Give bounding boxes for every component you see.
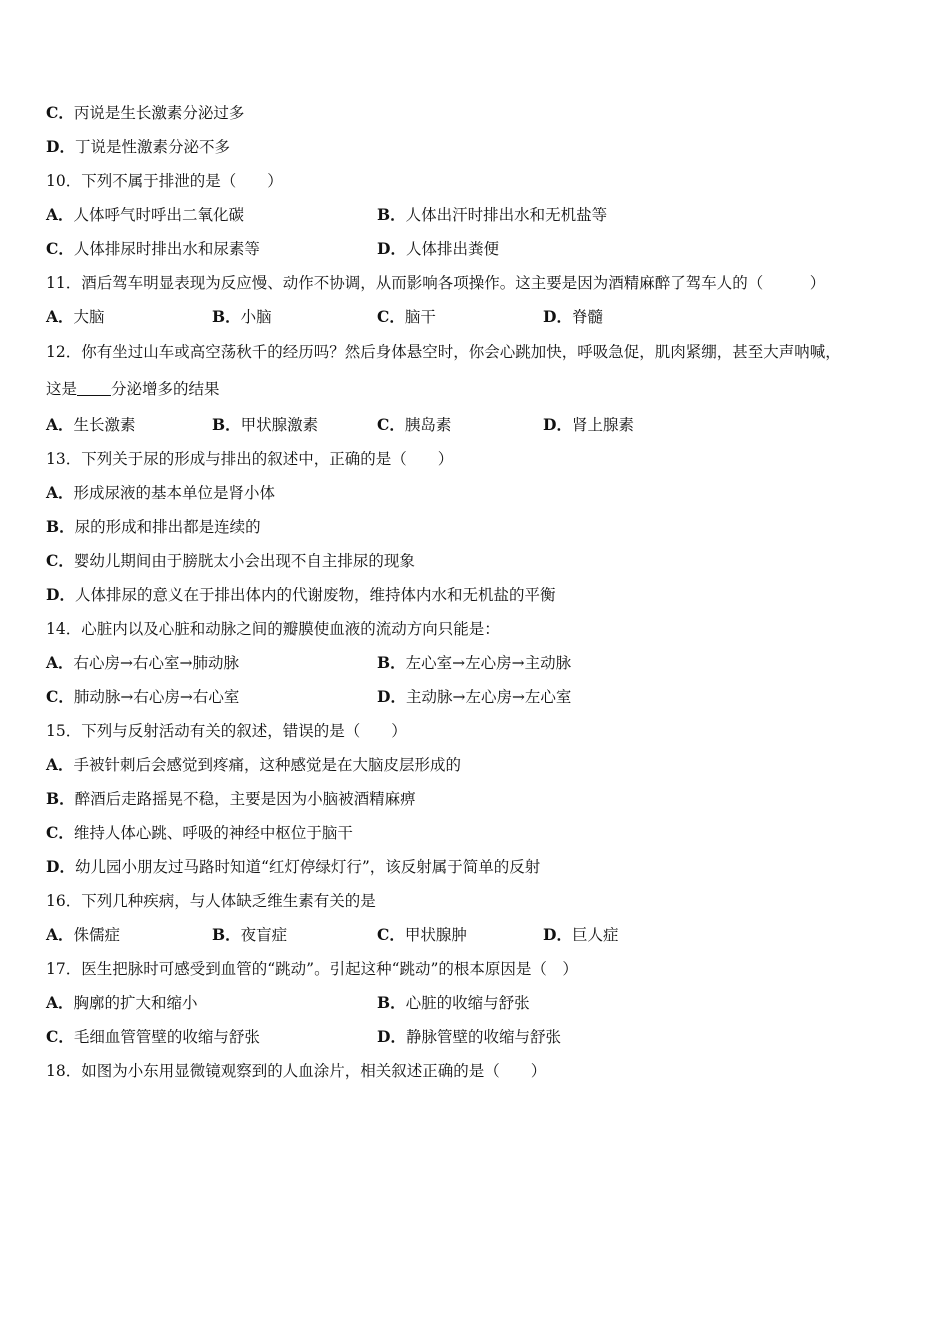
q15-option-b (46, 782, 906, 816)
option-text: 胸廓的扩大和缩小 (73, 994, 198, 1012)
q15-option-c (46, 816, 906, 850)
option-label: D． (543, 925, 572, 944)
option-text: 人体出汗时排出水和无机盐等 (405, 206, 608, 224)
q14-option-d (377, 680, 571, 714)
q17-option-d (377, 1020, 561, 1054)
option-text: 脊髓 (571, 308, 603, 326)
option-label: D． (46, 857, 75, 876)
option-label: B． (212, 925, 241, 944)
option-text: 肾上腺素 (571, 416, 634, 434)
q13-option-c (46, 544, 906, 578)
option-label: D． (377, 687, 406, 706)
q10-option-d (377, 232, 499, 266)
q16-option-a (46, 918, 120, 952)
question-list (46, 96, 906, 1088)
option-label: A． (46, 307, 74, 326)
option-label: B． (377, 653, 406, 672)
q17-stem: 17．医生把脉时可感受到血管的“跳动”。引起这种“跳动”的根本原因是（ ） (46, 960, 578, 978)
q17-option-a (46, 986, 198, 1020)
option-label: C． (46, 551, 74, 570)
option-text: 巨人症 (571, 926, 619, 944)
option-label: A． (46, 205, 74, 224)
option-text: 主动脉→左心房→左心室 (405, 688, 572, 706)
q11-option-d (543, 300, 603, 334)
q10-options-row2 (46, 232, 906, 266)
q15-stem: 15．下列与反射活动有关的叙述，错误的是（ ） (46, 722, 407, 740)
option-text: 肺动脉→右心房→右心室 (73, 688, 240, 706)
q12-option-d (543, 408, 634, 442)
option-text: 心脏的收缩与舒张 (405, 994, 530, 1012)
q12-stem-before: 这是 (46, 380, 78, 398)
option-text: 醉酒后走路摇晃不稳，主要是因为小脑被酒精麻痹 (74, 790, 416, 808)
option-label: C． (46, 823, 74, 842)
option-label: A． (46, 415, 74, 434)
option-text: 丁说是性激素分泌不多 (74, 138, 230, 156)
option-label: A． (46, 993, 74, 1012)
option-text: 静脉管壁的收缩与舒张 (405, 1028, 561, 1046)
q10-options-row1 (46, 198, 906, 232)
q15-option-a (46, 748, 906, 782)
option-label: D． (46, 137, 75, 156)
q16-options-row (46, 918, 906, 952)
option-text: 人体排尿时排出水和尿素等 (73, 240, 260, 258)
q12-options-row (46, 408, 906, 442)
option-label: A． (46, 653, 74, 672)
option-label: B． (46, 517, 75, 536)
q14-stem: 14．心脏内以及心脏和动脉之间的瓣膜使血液的流动方向只能是： (46, 620, 500, 638)
q10-option-a (46, 198, 244, 232)
option-text: 人体排出粪便 (405, 240, 499, 258)
answer-blank (77, 377, 111, 396)
option-text: 小脑 (240, 308, 272, 326)
option-text: 丙说是生长激素分泌过多 (73, 104, 245, 122)
q13-option-b (46, 510, 906, 544)
q9-option-d (46, 130, 906, 164)
q14-option-c (46, 680, 239, 714)
option-text: 左心室→左心房→主动脉 (405, 654, 572, 672)
option-label: C． (46, 1027, 74, 1046)
option-text: 侏儒症 (73, 926, 121, 944)
option-text: 胰岛素 (404, 416, 452, 434)
option-text: 形成尿液的基本单位是肾小体 (73, 484, 276, 502)
q11-option-a (46, 300, 105, 334)
option-label: B． (212, 415, 241, 434)
option-text: 人体呼气时呼出二氧化碳 (73, 206, 245, 224)
q12-option-b (212, 408, 318, 442)
option-text: 婴幼儿期间由于膀胱太小会出现不自主排尿的现象 (73, 552, 415, 570)
option-label: D． (377, 239, 406, 258)
option-label: C． (377, 307, 405, 326)
q12-stem-line2 (46, 371, 906, 408)
option-label: D． (46, 585, 75, 604)
option-text: 右心房→右心室→肺动脉 (73, 654, 240, 672)
q13-option-d (46, 578, 906, 612)
q9-option-c (46, 96, 906, 130)
option-label: C． (46, 103, 74, 122)
option-text: 脑干 (404, 308, 436, 326)
option-text: 夜盲症 (240, 926, 288, 944)
option-text: 甲状腺激素 (240, 416, 319, 434)
q11-option-b (212, 300, 272, 334)
option-label: D． (543, 415, 572, 434)
q17-option-c (46, 1020, 260, 1054)
q18-stem: 18．如图为小东用显微镜观察到的人血涂片，相关叙述正确的是（ ） (46, 1062, 547, 1080)
q12-stem-line1: 12．你有坐过山车或高空荡秋千的经历吗？然后身体悬空时，你会心跳加快，呼吸急促，肌肉紧绷，甚至大声呐喊， (46, 343, 841, 361)
q11-stem: 11．酒后驾车明显表现为反应慢、动作不协调，从而影响各项操作。这主要是因为酒精麻醉了驾车人的（ ） (46, 274, 826, 292)
option-label: D． (543, 307, 572, 326)
option-text: 甲状腺肿 (404, 926, 467, 944)
option-label: D． (377, 1027, 406, 1046)
option-label: B． (46, 789, 75, 808)
q13-stem: 13．下列关于尿的形成与排出的叙述中，正确的是（ ） (46, 450, 454, 468)
q17-options-row1 (46, 986, 906, 1020)
q14-option-a (46, 646, 239, 680)
option-text: 人体排尿的意义在于排出体内的代谢废物，维持体内水和无机盐的平衡 (74, 586, 556, 604)
q12-option-a (46, 408, 136, 442)
q14-options-row2 (46, 680, 906, 714)
option-label: B． (377, 993, 406, 1012)
q16-stem: 16．下列几种疾病，与人体缺乏维生素有关的是 (46, 892, 376, 910)
option-text: 大脑 (73, 308, 105, 326)
q16-option-b (212, 918, 287, 952)
option-text: 幼儿园小朋友过马路时知道“红灯停绿灯行”，该反射属于简单的反射 (74, 858, 541, 876)
q10-option-b (377, 198, 607, 232)
q13-option-a (46, 476, 906, 510)
q12-option-c (377, 408, 451, 442)
q17-options-row2 (46, 1020, 906, 1054)
option-label: B． (212, 307, 241, 326)
option-label: A． (46, 755, 74, 774)
q11-options-row (46, 300, 906, 334)
q16-option-c (377, 918, 467, 952)
q10-stem: 10．下列不属于排泄的是（ ） (46, 172, 283, 190)
q12-stem-after: 分泌增多的结果 (111, 380, 220, 398)
option-label: C． (377, 415, 405, 434)
q11-option-c (377, 300, 436, 334)
option-text: 手被针刺后会感觉到疼痛，这种感觉是在大脑皮层形成的 (73, 756, 462, 774)
option-label: C． (377, 925, 405, 944)
option-text: 维持人体心跳、呼吸的神经中枢位于脑干 (73, 824, 353, 842)
q10-option-c (46, 232, 260, 266)
q14-options-row1 (46, 646, 906, 680)
q14-option-b (377, 646, 571, 680)
q16-option-d (543, 918, 618, 952)
option-text: 生长激素 (73, 416, 136, 434)
q17-option-b (377, 986, 530, 1020)
option-label: A． (46, 925, 74, 944)
option-label: C． (46, 239, 74, 258)
option-label: A． (46, 483, 74, 502)
option-label: B． (377, 205, 406, 224)
option-label: C． (46, 687, 74, 706)
option-text: 毛细血管管壁的收缩与舒张 (73, 1028, 260, 1046)
option-text: 尿的形成和排出都是连续的 (74, 518, 261, 536)
q15-option-d (46, 850, 906, 884)
